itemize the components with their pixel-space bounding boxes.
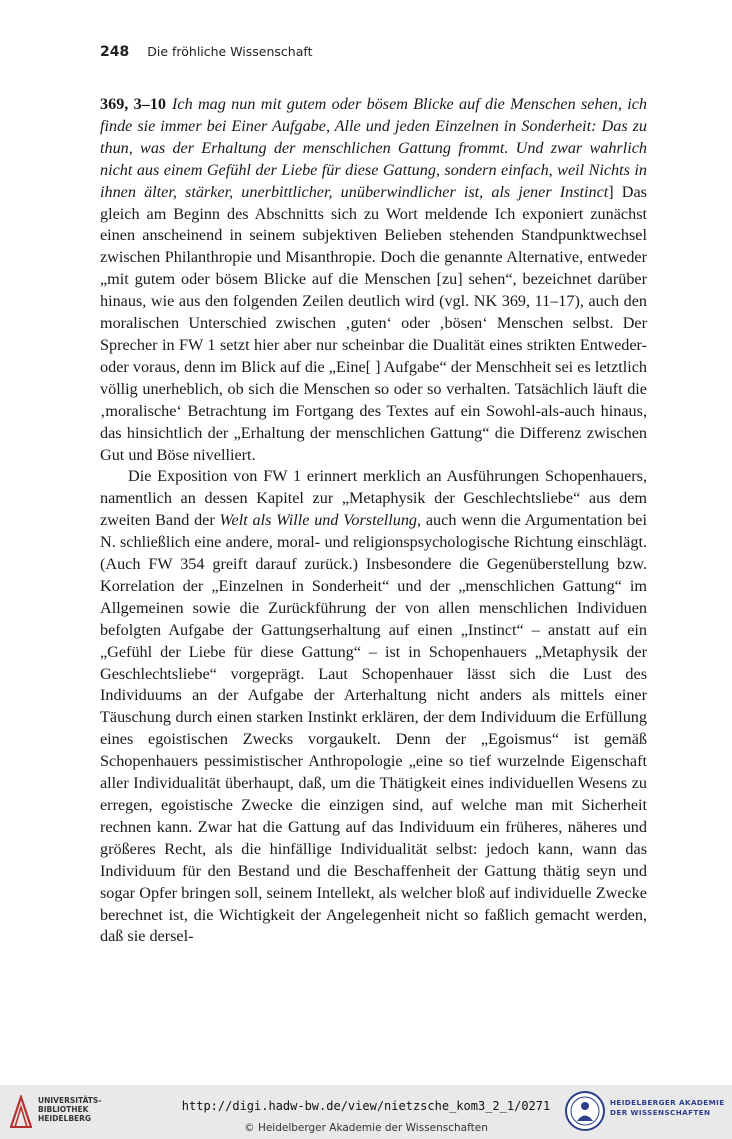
paragraph-2-text-b: , auch wenn die Argumentation bei N. schließlich eine andere, moral- und religionspsychologische Richtung einschlägt. (Auch FW 354 greift darauf zurück.) Insbesondere die Gegenüberstellung bzw. Korrelation der „Einzelnen in Sonderheit“ und der „menschlichen Gattung“ im Allgemeinen sowie die Zurückführung der von allen menschlichen Individuen befolgten Aufgabe der Gattungserhaltung auf einen „Instinct“ – anstatt auf ein „Gefühl der Liebe für diese Gattung“ – ist in Schopenhauers „Metaphysik der Geschlechtsliebe“ vorgeprägt. Laut Schopenhauer lässt sich die Lust des Individuums an der Aufgabe der Arterhaltung nicht anders als mittels einer Täuschung durch einen starken Instinkt erklären, der dem Individuum die Erfüllung eines egoistischen Zwecks vorgaukelt. Denn der „Egoismus“ ist gemäß Schopenhauers pessimistischer Anthropologie „eine so tief wurzelnde Eigenschaft aller Individualität überhaupt, daß, um die Thätigkeit eines individuellen Wesens zu erregen, egoistische Zwecke die einzigen sind, auf welche man mit Sicherheit rechnen kann. Zwar hat die Gattung auf das Individuum ein früheres, näheres und größeres Recht, als die hinfällige Individualität selbst: jedoch kann, wann das Individuum für den Bestand und die Beschaffenheit der Gattung thätig seyn und sogar Opfer bringen soll, seinem Intellekt, als welcher bloß auf individuelle Zwecke berechnet ist, die Wichtigkeit der Angelegenheit nicht so faßlich gemacht werden, daß sie dersel- — [100, 511, 647, 946]
paragraph-2-text-a: Die Exposition von FW 1 erinnert merklich an Ausführungen Schopenhauers, namentlich an dessen Kapitel zur „Metaphysik der Geschlechtsliebe“ aus dem zweiten Band der — [100, 467, 647, 530]
page-number: 248 — [100, 44, 130, 60]
library-name-line-1: UNIVERSITÄTS- — [38, 1096, 102, 1105]
copyright-notice: © Heidelberger Akademie der Wissenschaften — [244, 1122, 488, 1134]
commentary-paragraph-2 — [100, 466, 647, 948]
library-name-line-2: BIBLIOTHEK — [38, 1105, 89, 1114]
book-title: Welt als Wille und Vorstellung — [219, 511, 418, 530]
academy-name-line-2: DER WISSENSCHAFTEN — [610, 1107, 711, 1117]
academy-logo[interactable] — [564, 1089, 728, 1133]
running-head — [100, 44, 312, 60]
lemma-quote: Ich mag nun mit gutem oder bösem Blicke auf die Menschen sehen, ich finde sie immer bei Einer Aufgabe, Alle und jeden Einzelnen in Sonderheit: Das zu thun, was der Erhaltung der menschlichen Gattung frommt. Und zwar wahrlich nicht aus einem Gefühl der Liebe für diese Gattung, sondern einfach, weil Nichts in ihnen älter, stärker, unerbittlicher, unüberwindlicher ist, als jener Instinct — [100, 95, 647, 201]
commentary-body — [100, 94, 647, 948]
academy-name-line-1: HEIDELBERGER AKADEMIE — [610, 1098, 725, 1107]
line-reference: 369, 3–10 — [100, 95, 167, 113]
running-title: Die fröhliche Wissenschaft — [147, 44, 313, 59]
commentary-paragraph-1 — [100, 94, 647, 466]
paragraph-1-text: ] Das gleich am Beginn des Abschnitts sich zu Wort meldende Ich exponiert zunächst einen anscheinend in seinem subjektiven Belieben stehenden Standpunktwechsel zwischen Philanthropie und Misanthropie. Doch die genannte Alternative, entweder „mit gutem oder bösem Blicke auf die Menschen [zu] sehen“, bezeichnet darüber hinaus, wie aus den folgenden Zeilen deutlich wird (vgl. NK 369, 11–17), auch den moralischen Unterschied zwischen ‚guten‘ oder ‚bösen‘ Menschen selbst. Der Sprecher in FW 1 setzt hier aber nur scheinbar die Dualität eines strikten Entweder-oder voraus, denn im Blick auf die „Eine[ ] Aufgabe“ der Menschheit sei es letztlich völlig unerheblich, ob sich die Menschen so oder so verhalten. Tatsächlich läuft die ‚moralische‘ Betrachtung im Fortgang des Textes auf ein Sowohl-als-auch hinaus, das hinsichtlich der „Erhaltung der menschlichen Gattung“ die Differenz zwischen Gut und Böse nivelliert. — [100, 182, 647, 464]
academy-name — [610, 1098, 725, 1117]
permalink-url[interactable]: http://digi.hadw-bw.de/view/nietzsche_kom3_2_1/0271 — [181, 1099, 551, 1113]
academy-seal-icon — [564, 1090, 606, 1132]
library-name-line-3: HEIDELBERG — [38, 1114, 92, 1123]
